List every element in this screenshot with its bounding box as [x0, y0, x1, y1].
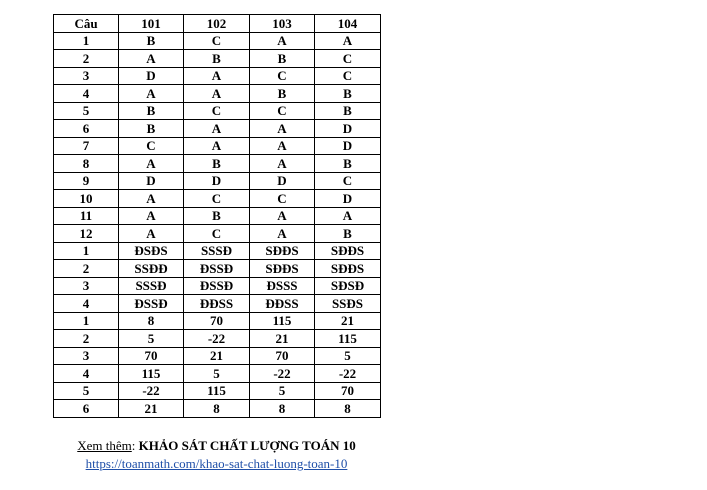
- table-row: [54, 120, 381, 138]
- answer-cell: C: [315, 67, 381, 85]
- answer-cell: A: [250, 155, 315, 173]
- answer-cell: ĐĐSS: [184, 295, 250, 313]
- table-row: [54, 330, 381, 348]
- answer-cell: 115: [315, 330, 381, 348]
- answer-cell: -22: [250, 365, 315, 383]
- answer-cell: 5: [184, 365, 250, 383]
- answer-cell: ĐSSS: [250, 277, 315, 295]
- answer-cell: C: [315, 50, 381, 68]
- table-row: [54, 207, 381, 225]
- answer-cell: 21: [315, 312, 381, 330]
- table-row: [54, 50, 381, 68]
- answer-cell: D: [184, 172, 250, 190]
- table-row: [54, 365, 381, 383]
- table-row: [54, 295, 381, 313]
- question-number-cell: 3: [54, 277, 119, 295]
- table-row: [54, 172, 381, 190]
- answer-cell: A: [250, 225, 315, 243]
- table-row: [54, 85, 381, 103]
- answer-cell: 21: [119, 400, 184, 418]
- answer-cell: A: [119, 207, 184, 225]
- answer-cell: C: [250, 67, 315, 85]
- answer-cell: 8: [315, 400, 381, 418]
- answer-cell: D: [315, 120, 381, 138]
- answer-cell: B: [315, 85, 381, 103]
- answer-cell: B: [184, 50, 250, 68]
- answer-cell: A: [184, 137, 250, 155]
- answer-cell: 70: [119, 347, 184, 365]
- answer-cell: ĐSSĐ: [184, 277, 250, 295]
- answer-cell: C: [184, 102, 250, 120]
- answer-cell: A: [119, 85, 184, 103]
- answer-cell: B: [184, 207, 250, 225]
- table-row: [54, 260, 381, 278]
- answer-cell: B: [250, 50, 315, 68]
- answer-cell: SSĐS: [315, 295, 381, 313]
- question-number-cell: 4: [54, 365, 119, 383]
- answer-cell: SĐĐS: [250, 242, 315, 260]
- question-number-cell: 1: [54, 312, 119, 330]
- answer-cell: C: [184, 32, 250, 50]
- answer-cell: A: [250, 32, 315, 50]
- answer-cell: 5: [315, 347, 381, 365]
- question-number-cell: 1: [54, 242, 119, 260]
- answer-cell: D: [119, 67, 184, 85]
- answer-cell: B: [250, 85, 315, 103]
- answer-cell: 8: [184, 400, 250, 418]
- header-code-101: 101: [119, 15, 184, 33]
- table-row: [54, 102, 381, 120]
- header-code-104: 104: [315, 15, 381, 33]
- question-number-cell: 10: [54, 190, 119, 208]
- answer-cell: 5: [119, 330, 184, 348]
- answer-cell: D: [315, 190, 381, 208]
- footer-link[interactable]: https://toanmath.com/khao-sat-chat-luong-toan-10: [85, 456, 348, 471]
- question-number-cell: 1: [54, 32, 119, 50]
- question-number-cell: 3: [54, 67, 119, 85]
- see-more-title: KHẢO SÁT CHẤT LƯỢNG TOÁN 10: [138, 438, 356, 453]
- answer-cell: ĐSSĐ: [119, 295, 184, 313]
- table-row: [54, 400, 381, 418]
- question-number-cell: 9: [54, 172, 119, 190]
- header-question: Câu: [54, 15, 119, 33]
- answer-cell: ĐSĐS: [119, 242, 184, 260]
- answer-cell: 70: [184, 312, 250, 330]
- question-number-cell: 6: [54, 400, 119, 418]
- table-row: [54, 225, 381, 243]
- question-number-cell: 5: [54, 102, 119, 120]
- answer-cell: 115: [184, 382, 250, 400]
- answer-cell: B: [315, 155, 381, 173]
- answer-cell: SSSĐ: [119, 277, 184, 295]
- table-row: [54, 155, 381, 173]
- answer-cell: A: [119, 225, 184, 243]
- header-code-103: 103: [250, 15, 315, 33]
- question-number-cell: 2: [54, 50, 119, 68]
- question-number-cell: 5: [54, 382, 119, 400]
- answer-cell: C: [184, 190, 250, 208]
- answer-cell: A: [315, 32, 381, 50]
- answer-cell: -22: [184, 330, 250, 348]
- table-row: [54, 347, 381, 365]
- table-row: [54, 67, 381, 85]
- answer-cell: 70: [250, 347, 315, 365]
- question-number-cell: 4: [54, 295, 119, 313]
- table-row: [54, 190, 381, 208]
- header-code-102: 102: [184, 15, 250, 33]
- answer-cell: SĐĐS: [315, 260, 381, 278]
- answer-cell: C: [315, 172, 381, 190]
- answer-cell: C: [250, 102, 315, 120]
- answer-cell: SSĐĐ: [119, 260, 184, 278]
- question-number-cell: 7: [54, 137, 119, 155]
- table-header-row: [54, 15, 381, 33]
- answer-cell: 5: [250, 382, 315, 400]
- answer-cell: B: [315, 102, 381, 120]
- answer-cell: A: [250, 137, 315, 155]
- answer-cell: B: [119, 102, 184, 120]
- question-number-cell: 2: [54, 330, 119, 348]
- answer-cell: B: [184, 155, 250, 173]
- answer-cell: B: [119, 32, 184, 50]
- answer-cell: A: [184, 67, 250, 85]
- answer-cell: SĐĐS: [250, 260, 315, 278]
- table-row: [54, 137, 381, 155]
- table-row: [54, 312, 381, 330]
- answer-cell: A: [119, 50, 184, 68]
- question-number-cell: 6: [54, 120, 119, 138]
- answer-cell: C: [119, 137, 184, 155]
- answer-cell: ĐSSĐ: [184, 260, 250, 278]
- answer-cell: 115: [119, 365, 184, 383]
- question-number-cell: 4: [54, 85, 119, 103]
- answer-cell: SĐSĐ: [315, 277, 381, 295]
- answer-cell: A: [250, 207, 315, 225]
- footer: [53, 437, 380, 473]
- answer-cell: B: [315, 225, 381, 243]
- answer-cell: A: [119, 190, 184, 208]
- see-more-line: [53, 437, 380, 455]
- answer-cell: SSSĐ: [184, 242, 250, 260]
- question-number-cell: 8: [54, 155, 119, 173]
- see-more-label: Xem thêm: [77, 438, 132, 453]
- answer-cell: D: [119, 172, 184, 190]
- answer-cell: A: [184, 85, 250, 103]
- table-row: [54, 242, 381, 260]
- answer-cell: 21: [184, 347, 250, 365]
- answer-cell: A: [184, 120, 250, 138]
- answer-cell: 8: [250, 400, 315, 418]
- question-number-cell: 2: [54, 260, 119, 278]
- answer-cell: A: [315, 207, 381, 225]
- answer-cell: A: [119, 155, 184, 173]
- table-row: [54, 277, 381, 295]
- answer-cell: 21: [250, 330, 315, 348]
- link-line: [53, 455, 380, 473]
- answer-cell: B: [119, 120, 184, 138]
- question-number-cell: 12: [54, 225, 119, 243]
- answer-cell: A: [250, 120, 315, 138]
- answer-cell: SĐĐS: [315, 242, 381, 260]
- answer-cell: D: [315, 137, 381, 155]
- answer-key-table: [53, 14, 381, 418]
- table-row: [54, 382, 381, 400]
- answer-cell: C: [184, 225, 250, 243]
- question-number-cell: 3: [54, 347, 119, 365]
- answer-cell: D: [250, 172, 315, 190]
- answer-cell: -22: [119, 382, 184, 400]
- answer-cell: C: [250, 190, 315, 208]
- answer-cell: 70: [315, 382, 381, 400]
- table-body: [54, 32, 381, 417]
- see-more-separator: :: [131, 438, 139, 453]
- answer-cell: -22: [315, 365, 381, 383]
- question-number-cell: 11: [54, 207, 119, 225]
- table-row: [54, 32, 381, 50]
- answer-cell: 8: [119, 312, 184, 330]
- answer-cell: ĐĐSS: [250, 295, 315, 313]
- answer-cell: 115: [250, 312, 315, 330]
